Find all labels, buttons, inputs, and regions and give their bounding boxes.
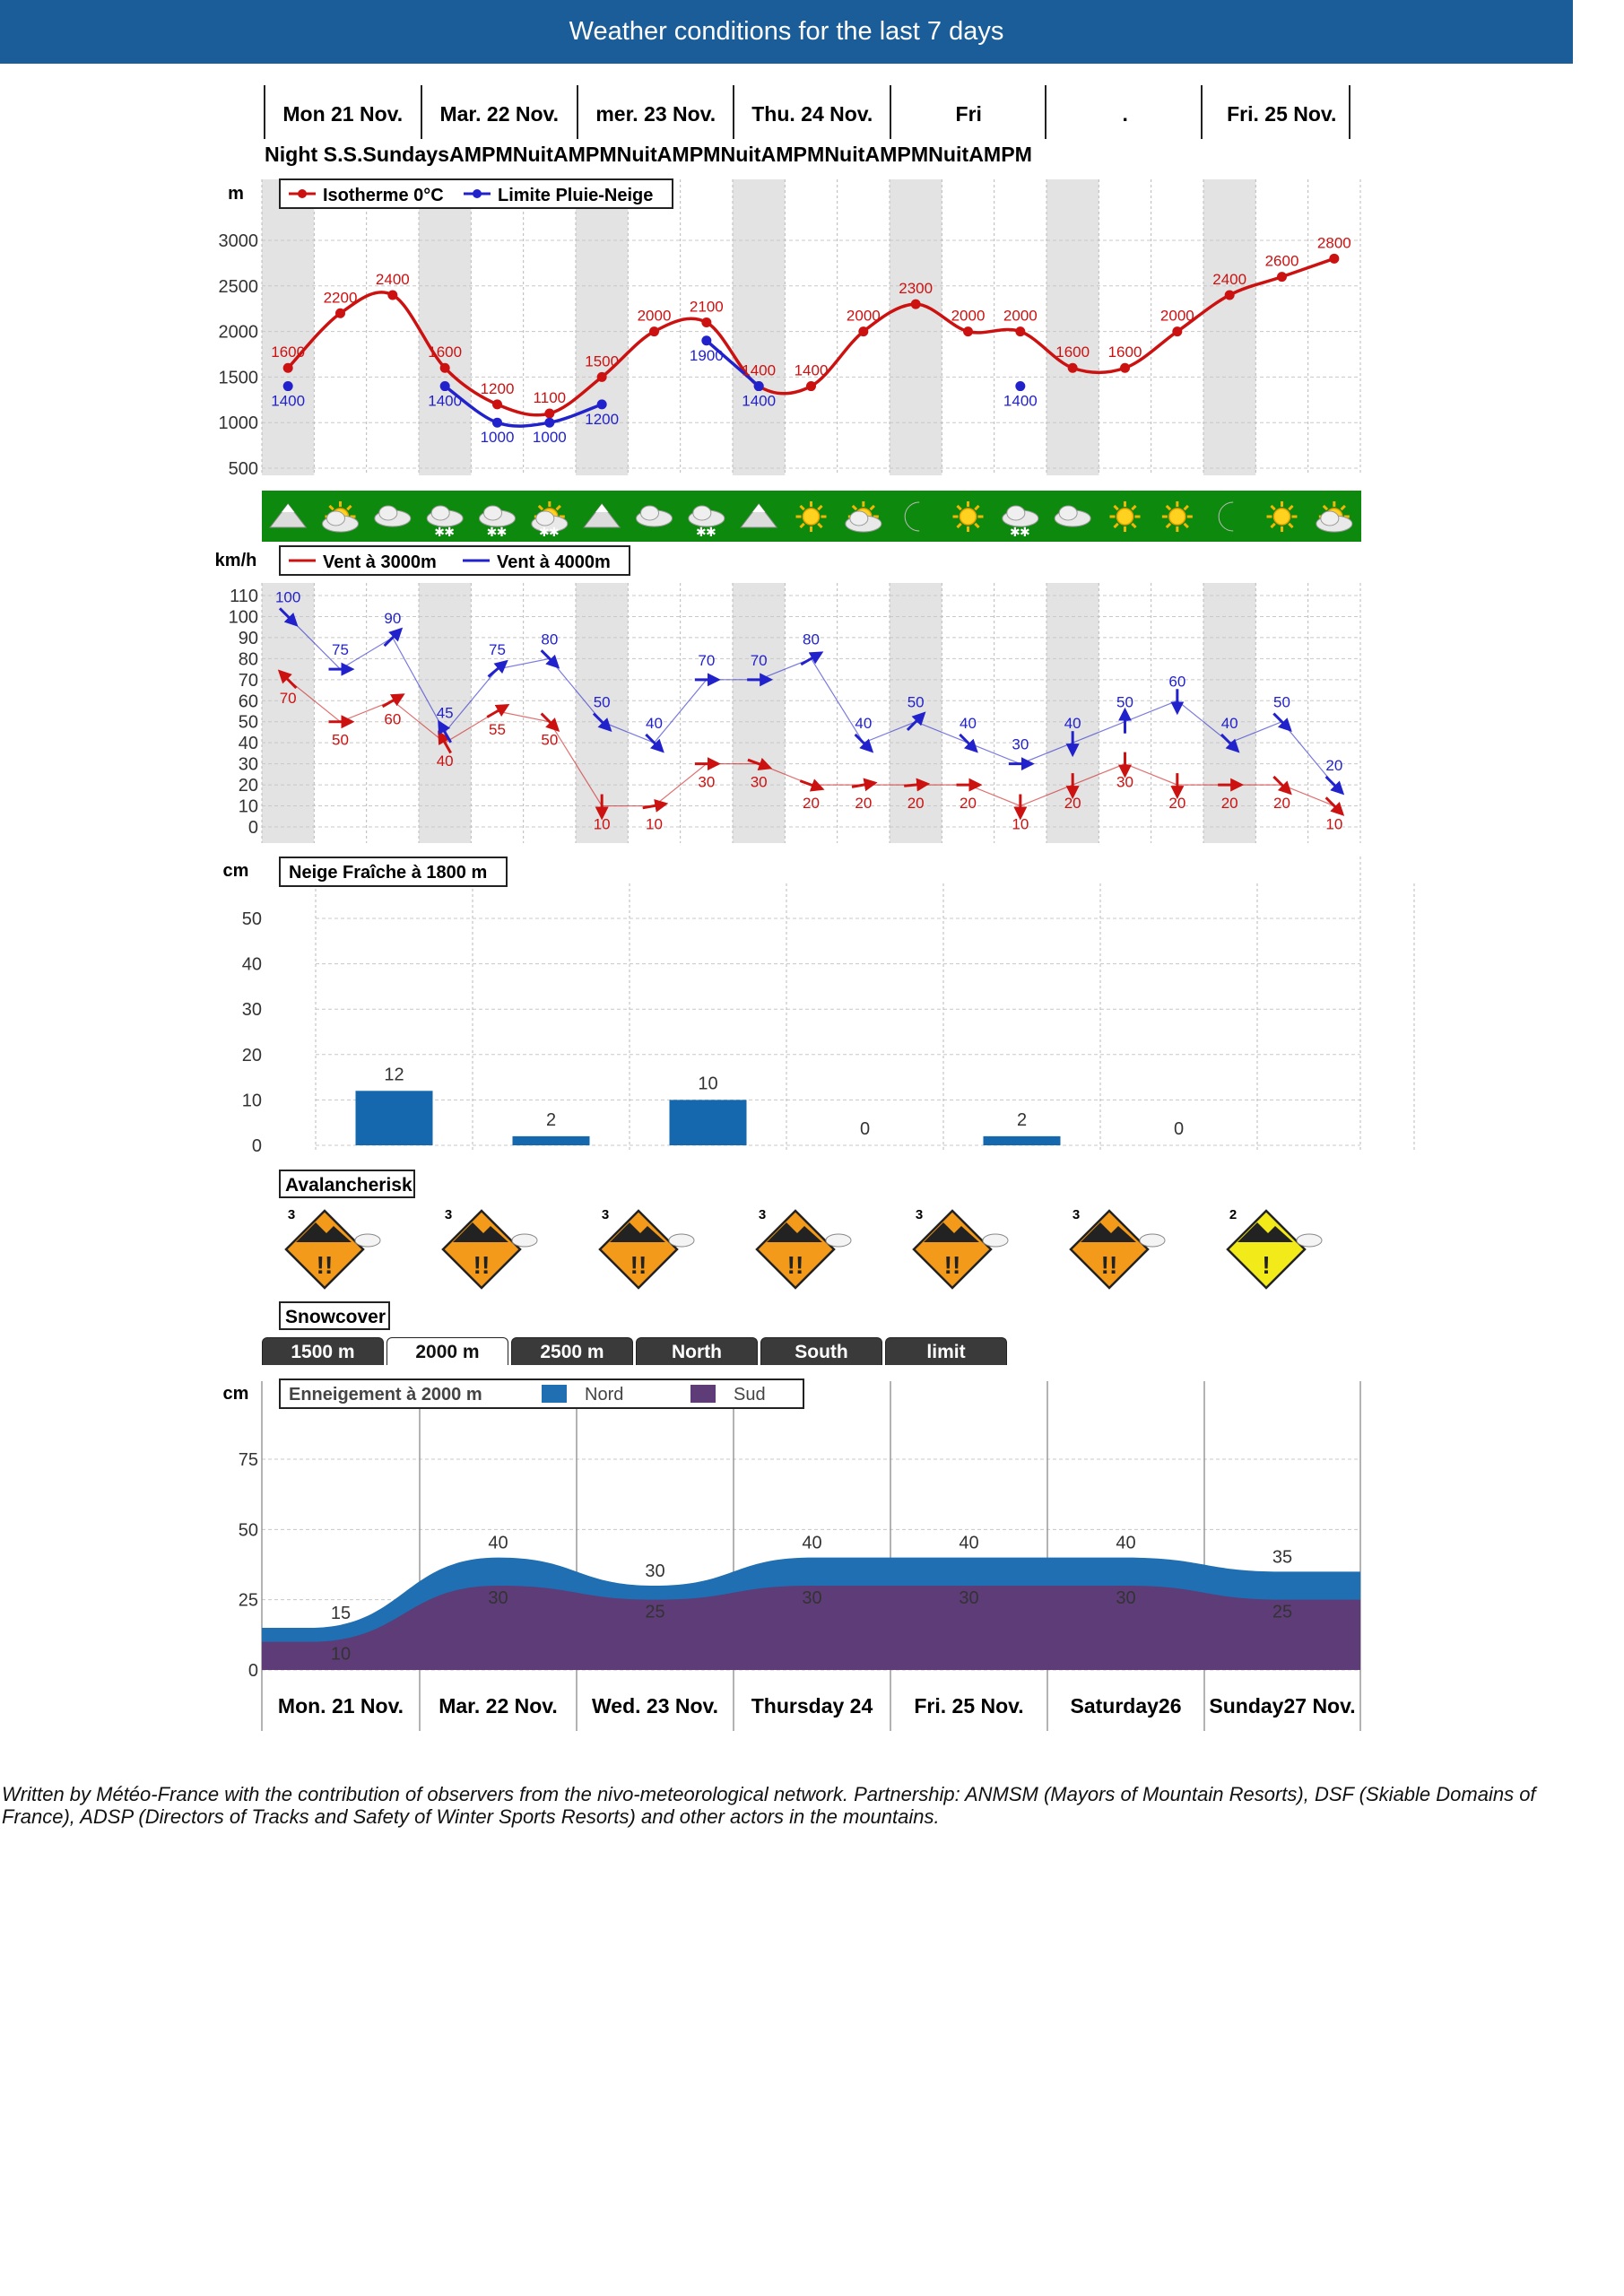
wind-arrow bbox=[542, 650, 558, 666]
wind-value-label: 40 bbox=[1220, 715, 1238, 733]
day-label-top: Fri bbox=[955, 102, 982, 126]
wind-value-label: 20 bbox=[1220, 795, 1238, 813]
wind-arrow bbox=[542, 714, 558, 730]
y-tick-label: 50 bbox=[241, 909, 262, 929]
wind-value-label: 20 bbox=[960, 795, 977, 813]
svg-text:✱: ✱ bbox=[1019, 525, 1030, 539]
y-tick-label: 40 bbox=[238, 734, 258, 754]
wind-arrow bbox=[1326, 777, 1342, 793]
wind-arrow bbox=[383, 695, 404, 707]
day-label-bottom: Mon. 21 Nov. bbox=[277, 1694, 404, 1718]
page-title: Weather conditions for the last 7 days bbox=[569, 17, 1004, 46]
wind-value-label: 50 bbox=[541, 731, 559, 749]
wind-value-label: 20 bbox=[907, 795, 925, 813]
wind-value-label: 70 bbox=[279, 689, 297, 707]
danger-level-label: 3 bbox=[1072, 1207, 1081, 1222]
wind-value-label: 75 bbox=[489, 641, 506, 659]
rain-snow-point bbox=[754, 381, 764, 391]
avalanche-danger-icon bbox=[1071, 1211, 1165, 1288]
bar-value-label: 0 bbox=[859, 1119, 871, 1139]
bar-value-label: 10 bbox=[698, 1074, 718, 1094]
isotherm-value-label: 2400 bbox=[1212, 270, 1247, 288]
night-band bbox=[1046, 179, 1099, 475]
rain-snow-point bbox=[283, 381, 293, 391]
nord-value-label: 35 bbox=[1272, 1547, 1293, 1568]
danger-level-label: 3 bbox=[444, 1207, 453, 1222]
y-unit-label: cm bbox=[222, 1384, 249, 1404]
rain-snow-point bbox=[1015, 381, 1025, 391]
isotherm-value-label: 1600 bbox=[1107, 344, 1142, 361]
isotherm-value-label: 1600 bbox=[428, 344, 463, 361]
isotherm-point bbox=[858, 326, 868, 336]
nord-value-label: 40 bbox=[1116, 1533, 1136, 1553]
wind-value-label: 100 bbox=[274, 588, 301, 606]
wind-arrow bbox=[1326, 797, 1342, 813]
day-label-bottom: Thursday 24 bbox=[751, 1694, 873, 1718]
y-tick-label: 2500 bbox=[218, 276, 258, 297]
wind-value-label: 70 bbox=[750, 651, 768, 669]
svg-text:!!: !! bbox=[473, 1251, 491, 1279]
day-label-top: . bbox=[1122, 102, 1128, 126]
wind-value-label: 30 bbox=[698, 773, 716, 791]
snowcover-tab[interactable]: 2000 m bbox=[386, 1337, 508, 1365]
y-tick-label: 30 bbox=[238, 754, 258, 775]
wind-value-label: 50 bbox=[593, 693, 611, 711]
svg-text:!: ! bbox=[1262, 1251, 1271, 1279]
y-tick-label: 1500 bbox=[218, 368, 258, 388]
wind-value-label: 20 bbox=[1273, 795, 1290, 813]
rain-snow-value-label: 1200 bbox=[585, 410, 620, 428]
wind-value-label: 30 bbox=[1116, 773, 1133, 791]
isotherm-value-label: 2600 bbox=[1264, 252, 1299, 270]
night-band bbox=[576, 179, 628, 475]
sud-value-label: 30 bbox=[802, 1588, 822, 1608]
y-tick-label: 0 bbox=[248, 1661, 258, 1681]
night-band bbox=[890, 179, 942, 475]
bar-value-label: 12 bbox=[384, 1065, 404, 1085]
y-tick-label: 20 bbox=[238, 776, 258, 796]
wind-value-label: 40 bbox=[646, 715, 663, 733]
wind-value-label: 50 bbox=[1116, 693, 1133, 711]
wind-value-label: 20 bbox=[1325, 757, 1343, 775]
rain-snow-point bbox=[701, 335, 711, 345]
nord-value-label: 30 bbox=[645, 1561, 665, 1581]
y-unit-label: m bbox=[228, 184, 244, 204]
svg-text:!!: !! bbox=[630, 1251, 647, 1279]
wind-value-label: 50 bbox=[907, 693, 925, 711]
night-band bbox=[733, 179, 785, 475]
wind-arrow bbox=[855, 735, 872, 751]
wind-value-label: 10 bbox=[1325, 815, 1343, 833]
wind-arrow bbox=[487, 706, 508, 718]
isotherm-value-label: 2100 bbox=[689, 298, 724, 316]
danger-level-label: 3 bbox=[287, 1207, 296, 1222]
sud-value-label: 30 bbox=[488, 1588, 508, 1608]
avalanche-danger-icon bbox=[914, 1211, 1008, 1288]
sud-value-label: 30 bbox=[1116, 1588, 1136, 1608]
svg-text:✱: ✱ bbox=[705, 525, 716, 539]
day-label-bottom: Mar. 22 Nov. bbox=[439, 1694, 558, 1718]
night-band bbox=[419, 179, 471, 475]
isotherm-point bbox=[701, 317, 711, 327]
danger-level-label: 3 bbox=[915, 1207, 924, 1222]
isotherm-value-label: 2000 bbox=[846, 307, 881, 325]
svg-text:✱: ✱ bbox=[434, 525, 446, 539]
rain-snow-point bbox=[597, 399, 607, 409]
avalanche-danger-icon bbox=[757, 1211, 851, 1288]
fresh-snow-bar bbox=[356, 1091, 433, 1145]
rain-snow-point bbox=[440, 381, 450, 391]
wind-value-label: 80 bbox=[803, 631, 820, 648]
day-label-top: Mar. 22 Nov. bbox=[439, 102, 560, 126]
isotherm-point bbox=[963, 326, 973, 336]
wind-value-label: 10 bbox=[646, 815, 663, 833]
y-tick-label: 80 bbox=[238, 649, 258, 670]
svg-text:✱: ✱ bbox=[695, 525, 707, 539]
isotherm-point bbox=[597, 372, 607, 382]
isotherm-point bbox=[1068, 363, 1078, 373]
isotherm-value-label: 1100 bbox=[533, 389, 567, 407]
wind-value-label: 10 bbox=[593, 815, 611, 833]
isotherm-point bbox=[649, 326, 659, 336]
y-unit-label: cm bbox=[222, 861, 249, 881]
isotherm-point bbox=[1329, 254, 1339, 264]
isotherm-point bbox=[1015, 326, 1025, 336]
avalanche-danger-icon bbox=[1228, 1211, 1322, 1288]
rain-snow-value-label: 1400 bbox=[428, 392, 463, 410]
wind-value-label: 30 bbox=[750, 773, 768, 791]
isotherm-value-label: 2400 bbox=[375, 270, 410, 288]
isotherm-value-label: 2300 bbox=[899, 280, 934, 298]
y-tick-label: 100 bbox=[228, 607, 258, 628]
wind-value-label: 40 bbox=[855, 715, 873, 733]
sun-icon bbox=[1110, 501, 1141, 532]
rain-snow-value-label: 1000 bbox=[480, 429, 515, 447]
y-tick-label: 60 bbox=[238, 691, 258, 712]
legend-label: Vent à 4000m bbox=[497, 552, 611, 572]
wind-value-label: 20 bbox=[1064, 795, 1081, 813]
snowcover-tab[interactable]: 2500 m bbox=[511, 1337, 633, 1365]
snowcover-chart-title: Enneigement à 2000 m bbox=[289, 1385, 482, 1405]
wind-value-label: 60 bbox=[1168, 673, 1186, 691]
isotherm-value-label: 1200 bbox=[480, 379, 515, 397]
rain-snow-value-label: 1900 bbox=[689, 346, 724, 364]
nord-value-label: 40 bbox=[802, 1533, 822, 1553]
svg-text:✱: ✱ bbox=[1009, 525, 1020, 539]
sud-value-label: 25 bbox=[1272, 1602, 1293, 1622]
snowcover-tab[interactable]: limit bbox=[885, 1337, 1007, 1365]
nord-value-label: 40 bbox=[959, 1533, 979, 1553]
bar-value-label: 2 bbox=[1016, 1109, 1028, 1130]
sun-icon bbox=[796, 501, 827, 532]
sun-icon bbox=[1267, 501, 1298, 532]
isotherm-point bbox=[544, 409, 554, 419]
wind-arrow bbox=[489, 662, 507, 677]
y-tick-label: 0 bbox=[251, 1136, 262, 1156]
day-label-bottom: Saturday26 bbox=[1070, 1694, 1182, 1718]
legend-label: Isotherme 0°C bbox=[323, 186, 444, 205]
danger-level-label: 3 bbox=[758, 1207, 767, 1222]
y-tick-label: 20 bbox=[241, 1045, 262, 1065]
rain-snow-value-label: 1400 bbox=[742, 392, 777, 410]
legend-nord-swatch bbox=[542, 1385, 567, 1403]
isotherm-point bbox=[387, 290, 397, 300]
wind-value-label: 70 bbox=[698, 651, 716, 669]
legend-sud-swatch bbox=[690, 1385, 716, 1403]
day-label-top: Thu. 24 Nov. bbox=[751, 102, 873, 126]
bar-value-label: 2 bbox=[545, 1109, 557, 1130]
avalanche-title: Avalancherisk bbox=[285, 1175, 413, 1196]
svg-text:!!: !! bbox=[943, 1251, 961, 1279]
wind-arrow bbox=[385, 630, 401, 646]
svg-text:✱: ✱ bbox=[496, 525, 508, 539]
y-tick-label: 500 bbox=[228, 459, 258, 479]
avalanche-danger-icon bbox=[600, 1211, 694, 1288]
wind-value-label: 40 bbox=[960, 715, 977, 733]
svg-text:!!: !! bbox=[1100, 1251, 1118, 1279]
footer-credits: Written by Météo-France with the contribution of observers from the nivo-meteorological network. Partnership: ANMSM (Mayors of Mountain Resorts), DSF (Skiable Domains of France), ADSP (Directors of Tracks and Safety of Winter Sports Resorts) and other actors in the mountains. bbox=[2, 1783, 1536, 1828]
day-label-top: mer. 23 Nov. bbox=[595, 102, 716, 126]
isotherm-point bbox=[806, 381, 816, 391]
wind-value-label: 20 bbox=[855, 795, 873, 813]
y-tick-label: 10 bbox=[241, 1091, 262, 1111]
wind-value-label: 50 bbox=[332, 731, 349, 749]
isotherm-value-label: 1400 bbox=[742, 361, 777, 379]
y-tick-label: 50 bbox=[238, 1520, 258, 1541]
isotherm-value-label: 2000 bbox=[1003, 307, 1038, 325]
sun-icon bbox=[953, 501, 984, 532]
wind-value-label: 50 bbox=[1273, 693, 1290, 711]
bar-value-label: 0 bbox=[1173, 1119, 1185, 1139]
isotherm-value-label: 1600 bbox=[1055, 344, 1090, 361]
snowcover-tabs bbox=[262, 1337, 1010, 1366]
wind-value-label: 20 bbox=[1168, 795, 1186, 813]
rain-snow-point bbox=[492, 418, 502, 428]
fresh-snow-bar bbox=[984, 1136, 1061, 1145]
snowcover-tab[interactable]: North bbox=[636, 1337, 758, 1365]
isotherm-value-label: 2800 bbox=[1316, 234, 1351, 252]
isotherm-point bbox=[335, 309, 345, 318]
snowcover-tab[interactable]: 1500 m bbox=[262, 1337, 384, 1365]
y-tick-label: 1000 bbox=[218, 413, 258, 434]
sud-value-label: 30 bbox=[959, 1588, 979, 1608]
legend-red-dot bbox=[298, 189, 307, 198]
y-unit-label: km/h bbox=[214, 551, 257, 570]
svg-text:!!: !! bbox=[316, 1251, 334, 1279]
wind-value-label: 75 bbox=[332, 641, 349, 659]
legend-label: Sud bbox=[734, 1385, 766, 1405]
isotherm-value-label: 1400 bbox=[794, 361, 829, 379]
y-tick-label: 40 bbox=[241, 954, 262, 975]
snowcover-title: Snowcover bbox=[285, 1307, 386, 1327]
y-tick-label: 2000 bbox=[218, 322, 258, 343]
legend-label: Vent à 3000m bbox=[323, 552, 437, 572]
y-tick-label: 90 bbox=[238, 628, 258, 648]
snowcover-tab[interactable]: South bbox=[760, 1337, 882, 1365]
y-tick-label: 10 bbox=[238, 796, 258, 817]
nord-value-label: 15 bbox=[330, 1604, 352, 1623]
isotherm-point bbox=[492, 399, 502, 409]
rain-snow-point bbox=[544, 418, 554, 428]
avalanche-danger-icon bbox=[443, 1211, 537, 1288]
y-tick-label: 110 bbox=[230, 587, 258, 606]
day-label-bottom: Sunday27 Nov. bbox=[1209, 1694, 1356, 1718]
isotherm-value-label: 2200 bbox=[323, 289, 358, 307]
avalanche-danger-icon bbox=[286, 1211, 380, 1288]
isotherm-point bbox=[283, 363, 293, 373]
legend-label: Limite Pluie-Neige bbox=[498, 186, 654, 205]
wind-value-label: 90 bbox=[384, 609, 402, 627]
sun-icon bbox=[1162, 501, 1193, 532]
nord-value-label: 40 bbox=[488, 1533, 508, 1553]
fresh-snow-bar bbox=[670, 1100, 747, 1145]
y-tick-label: 0 bbox=[248, 818, 258, 838]
isotherm-point bbox=[440, 363, 450, 373]
y-tick-label: 30 bbox=[241, 1000, 262, 1021]
day-label-top: Mon 21 Nov. bbox=[282, 102, 404, 126]
svg-text:✱: ✱ bbox=[548, 525, 560, 539]
day-label-top: Fri. 25 Nov. bbox=[1227, 102, 1337, 126]
rain-snow-value-label: 1000 bbox=[532, 429, 567, 447]
fresh-snow-bar bbox=[513, 1136, 590, 1145]
isotherm-point bbox=[1120, 363, 1130, 373]
isotherm-value-label: 2000 bbox=[1159, 307, 1194, 325]
day-label-bottom: Wed. 23 Nov. bbox=[591, 1694, 719, 1718]
period-strip: Night S.S.SundaysAMPMNuitAMPMNuitAMPMNuitAMPMNuitAMPMNuitAMPM bbox=[265, 143, 1032, 166]
night-band bbox=[1203, 179, 1255, 475]
sud-value-label: 10 bbox=[330, 1644, 352, 1665]
fresh-snow-title: Neige Fraîche à 1800 m bbox=[289, 863, 488, 883]
wind-value-label: 40 bbox=[1064, 715, 1081, 733]
legend-label: Nord bbox=[585, 1385, 624, 1405]
isotherm-point bbox=[1172, 326, 1182, 336]
svg-text:✱: ✱ bbox=[444, 525, 456, 539]
isotherm-value-label: 2000 bbox=[637, 307, 672, 325]
night-band bbox=[262, 179, 314, 475]
wind-value-label: 60 bbox=[384, 710, 402, 728]
y-tick-label: 25 bbox=[238, 1590, 258, 1611]
rain-snow-value-label: 1400 bbox=[271, 392, 306, 410]
wind-value-label: 80 bbox=[541, 631, 559, 648]
wind-value-label: 20 bbox=[803, 795, 820, 813]
y-tick-label: 75 bbox=[238, 1450, 258, 1470]
y-tick-label: 50 bbox=[238, 712, 258, 733]
wind-value-label: 55 bbox=[489, 721, 506, 738]
legend-blue-dot bbox=[473, 189, 482, 198]
danger-level-label: 2 bbox=[1229, 1207, 1238, 1222]
rain-snow-value-label: 1400 bbox=[1003, 392, 1038, 410]
night-band bbox=[733, 583, 785, 843]
isotherm-value-label: 2000 bbox=[951, 307, 986, 325]
isotherm-point bbox=[1225, 290, 1235, 300]
isotherm-value-label: 1500 bbox=[585, 352, 620, 370]
day-label-bottom: Fri. 25 Nov. bbox=[914, 1694, 1024, 1718]
y-tick-label: 3000 bbox=[218, 231, 258, 251]
y-tick-label: 70 bbox=[238, 670, 258, 691]
svg-text:!!: !! bbox=[786, 1251, 804, 1279]
wind-value-label: 40 bbox=[436, 752, 454, 770]
wind-value-label: 45 bbox=[436, 704, 454, 722]
isotherm-point bbox=[1277, 272, 1287, 282]
sud-value-label: 25 bbox=[645, 1602, 665, 1622]
isotherm-value-label: 1600 bbox=[271, 344, 306, 361]
danger-level-label: 3 bbox=[601, 1207, 610, 1222]
wind-value-label: 30 bbox=[1012, 735, 1029, 753]
isotherm-point bbox=[911, 300, 921, 309]
svg-text:✱: ✱ bbox=[486, 525, 498, 539]
svg-text:✱: ✱ bbox=[538, 525, 550, 539]
wind-value-label: 10 bbox=[1012, 815, 1029, 833]
night-band bbox=[262, 583, 314, 843]
